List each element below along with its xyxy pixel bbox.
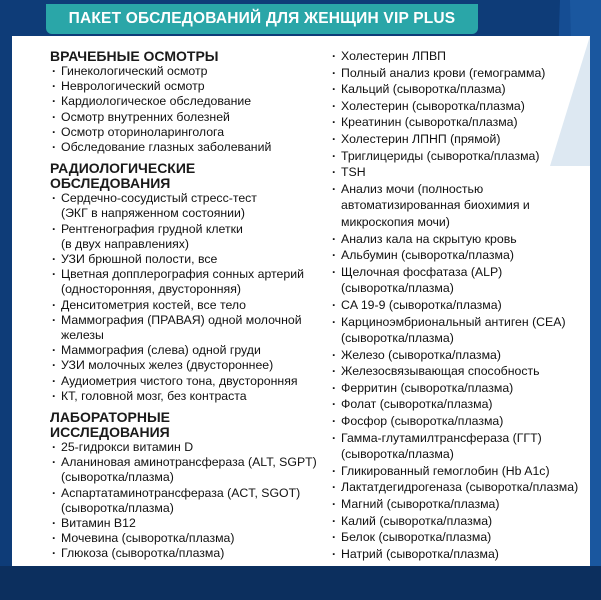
list-item-text: · Железосвязывающая способность xyxy=(341,364,540,379)
list-item xyxy=(50,64,325,79)
lab-list xyxy=(50,440,325,562)
list-item xyxy=(330,413,592,430)
list-item xyxy=(330,48,592,65)
list-item-text: · Холестерин (сыворотка/плазма) xyxy=(341,98,525,113)
list-item-text: · Холестерин ЛПВП xyxy=(341,49,446,63)
list-item xyxy=(330,546,592,563)
list-item-text: · Цветная допплерография сонных артерий xyxy=(61,267,304,282)
list-item-text: · Гликированный гемоглобин (Hb A1c) xyxy=(341,463,550,478)
list-item xyxy=(50,267,325,297)
right-column xyxy=(330,48,592,562)
list-item-text: железы xyxy=(61,328,104,343)
list-item-text: · Фолат (сыворотка/плазма) xyxy=(341,397,493,412)
list-item-text: (односторонняя, двусторонняя) xyxy=(61,282,241,297)
list-item xyxy=(50,191,325,221)
list-item-text: · Неврологический осмотр xyxy=(61,79,205,94)
list-item xyxy=(330,496,592,513)
list-item-text: · Глюкоза (сыворотка/плазма) xyxy=(61,546,225,561)
list-item xyxy=(330,264,592,297)
list-item xyxy=(330,247,592,264)
list-item xyxy=(50,440,325,455)
list-item xyxy=(330,314,592,347)
list-item-text: · Осмотр оториноларинголога xyxy=(61,124,225,139)
list-item xyxy=(330,347,592,364)
list-item xyxy=(330,513,592,530)
list-item-text: · Осмотр внутренних болезней xyxy=(61,109,230,124)
list-item xyxy=(50,531,325,546)
list-item-text: · Натрий (сыворотка/плазма) xyxy=(341,546,499,561)
radiology-list xyxy=(50,191,325,404)
list-item-text: · Фосфор (сыворотка/плазма) xyxy=(341,414,504,429)
list-item xyxy=(330,65,592,82)
list-item-text: · CA 19-9 (сыворотка/плазма) xyxy=(341,297,502,312)
list-item xyxy=(50,298,325,313)
list-item xyxy=(50,252,325,267)
list-item-text: · Рентгенография грудной клетки xyxy=(61,221,243,236)
list-item xyxy=(50,125,325,140)
list-item-text: · Аспартатаминотрансфераза (ACT, SGOT) xyxy=(61,485,301,500)
section-title-radiology-line1: РАДИОЛОГИЧЕСКИЕ xyxy=(50,160,196,177)
page-title-banner xyxy=(46,4,478,34)
list-item-text: · Лактатдегидрогеназа (сыворотка/плазма) xyxy=(341,480,579,495)
list-item xyxy=(50,79,325,94)
list-item-text: · 25-гидрокси витамин D xyxy=(61,440,194,455)
list-item xyxy=(50,358,325,373)
list-item xyxy=(330,164,592,181)
list-item-text: · Мочевина (сыворотка/плазма) xyxy=(61,531,235,546)
list-item-text: (сыворотка/плазма) xyxy=(61,470,174,485)
list-item-text: · КТ, головной мозг, без контраста xyxy=(61,388,247,403)
bottom-band xyxy=(0,566,601,600)
list-item-text: · УЗИ молочных желез (двустороннее) xyxy=(61,358,274,373)
list-item xyxy=(50,455,325,485)
list-item xyxy=(330,396,592,413)
list-item-text: · Триглицериды (сыворотка/плазма) xyxy=(341,148,540,163)
list-item-text: (в двух направлениях) xyxy=(61,236,189,251)
list-item-text: · Маммография (ПРАВАЯ) одной молочной xyxy=(61,312,302,327)
list-item-text: · Сердечно-сосудистый стресс-тест xyxy=(61,191,257,206)
list-item xyxy=(50,110,325,125)
list-item-text: · Железо (сыворотка/плазма) xyxy=(341,347,501,362)
list-item-text: (сыворотка/плазма) xyxy=(61,500,174,515)
list-item xyxy=(330,98,592,115)
list-item-text: · Аланиновая аминотрансфераза (ALT, SGPT) xyxy=(61,455,317,470)
list-item-text: · Витамин B12 xyxy=(61,516,136,531)
list-item xyxy=(50,94,325,109)
list-item-text: · Кальций (сыворотка/плазма) xyxy=(341,82,506,97)
section-title-radiology xyxy=(50,161,325,191)
list-item-text: · Калий (сыворотка/плазма) xyxy=(341,513,493,528)
list-item-text: · Белок (сыворотка/плазма) xyxy=(341,530,492,545)
list-item xyxy=(330,131,592,148)
section-title-exams: ВРАЧЕБНЫЕ ОСМОТРЫ xyxy=(50,48,219,64)
list-item-text: · УЗИ брюшной полости, все xyxy=(61,252,218,267)
list-item-text: · Анализ кала на скрытую кровь xyxy=(341,231,517,246)
list-item xyxy=(50,343,325,358)
list-item xyxy=(330,81,592,98)
page-title: ПАКЕТ ОБСЛЕДОВАНИЙ ДЛЯ ЖЕНЩИН VIP PLUS xyxy=(68,10,456,27)
list-item-text: · Магний (сыворотка/плазма) xyxy=(341,497,500,512)
list-item-text: · Альбумин (сыворотка/плазма) xyxy=(341,248,514,263)
list-item xyxy=(330,148,592,165)
list-item xyxy=(330,181,592,231)
list-item xyxy=(330,297,592,314)
list-item-text: · Гинекологический осмотр xyxy=(61,64,208,78)
list-item xyxy=(50,313,325,343)
list-item-text: · Карциноэмбриональный антиген (CEA) xyxy=(341,314,566,329)
list-item xyxy=(330,363,592,380)
list-item xyxy=(330,529,592,546)
list-item-text: · TSH xyxy=(341,165,366,180)
list-item-text: · Креатинин (сыворотка/плазма) xyxy=(341,115,518,130)
list-item xyxy=(50,486,325,516)
list-item-text: · Холестерин ЛПНП (прямой) xyxy=(341,131,501,146)
list-item-text: микроскопия мочи) xyxy=(341,214,450,229)
list-item xyxy=(50,389,325,404)
list-item-text: · Обследование глазных заболеваний xyxy=(61,140,272,155)
list-item-text: · Щелочная фосфатаза (ALP) xyxy=(341,264,503,279)
left-column xyxy=(50,49,325,562)
list-item xyxy=(330,231,592,248)
list-item-text: · Гамма-глутамилтрансфераза (ГГТ) xyxy=(341,430,542,445)
lab-list-continued xyxy=(330,48,592,562)
section-title-lab-line2: ИССЛЕДОВАНИЯ xyxy=(50,424,170,441)
list-item xyxy=(50,516,325,531)
list-item-text: (сыворотка/плазма) xyxy=(341,281,454,296)
list-item xyxy=(330,380,592,397)
list-item-text: · Полный анализ крови (гемограмма) xyxy=(341,65,546,80)
list-item xyxy=(50,546,325,561)
list-item xyxy=(330,479,592,496)
list-item-text: · Денситометрия костей, все тело xyxy=(61,297,247,312)
list-item xyxy=(330,114,592,131)
list-item xyxy=(330,430,592,463)
list-item-text: (ЭКГ в напряженном состоянии) xyxy=(61,206,246,221)
list-item-text: автоматизированная биохимия и xyxy=(341,198,530,213)
list-item-text: · Кардиологическое обследование xyxy=(61,94,252,109)
list-item xyxy=(50,140,325,155)
list-item xyxy=(330,463,592,480)
section-title-radiology-line2: ОБСЛЕДОВАНИЯ xyxy=(50,175,171,192)
exams-list xyxy=(50,64,325,155)
section-title-lab xyxy=(50,410,325,440)
section-title-lab-line1: ЛАБОРАТОРНЫЕ xyxy=(50,409,170,426)
list-item-text: · Аудиометрия чистого тона, двусторонняя xyxy=(61,373,298,388)
list-item-text: · Маммография (слева) одной груди xyxy=(61,343,261,358)
list-item-text: (сыворотка/плазма) xyxy=(341,447,454,462)
list-item-text: · Ферритин (сыворотка/плазма) xyxy=(341,380,514,395)
list-item xyxy=(50,222,325,252)
list-item-text: · Анализ мочи (полностью xyxy=(341,181,484,196)
list-item-text: (сыворотка/плазма) xyxy=(341,331,454,346)
list-item xyxy=(50,374,325,389)
